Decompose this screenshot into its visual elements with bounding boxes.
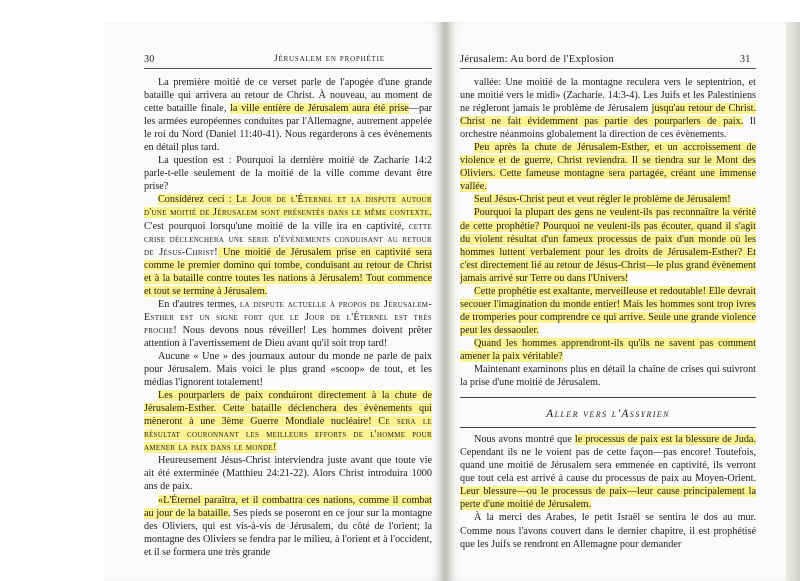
text-run: Nous avons montré que <box>474 434 575 446</box>
highlighted-text: Pourquoi la plupart des gens ne veulent-ils pas reconnaître la vérité de cette prophétie? Pourquoi ne veulent-ils pas écouter, quand il s'agit du violent résultat d'un fameux processus de paix d'un monde où les hommes luttent verbalement pour les droits de Jérusalem-Esther? Et c'est directement lié au retour de Jésus-Christ—le plus grand évènement jamais arrivé sur Terre ou dans l'Univers! <box>460 207 756 284</box>
paragraph <box>460 206 756 284</box>
paragraph <box>460 76 756 141</box>
highlighted-text: Peu après la chute de Jérusalem-Esther, et un accroissement de violence et de guerre, Christ reviendra. Il se tiendra sur le Mont des Oliviers. Cette fameuse montagne sera partagée, créant une immense vallée. <box>460 142 756 193</box>
running-title: Jérusalem: Au bord de l'Explosion <box>460 54 615 65</box>
paragraph <box>144 494 432 559</box>
page-number: 30 <box>144 54 155 65</box>
highlighted-text: Une moitié de Jérusalem prise en captivité sera comme le premier domino qui tombe, conduisant au retour de Christ et à la bataille contre toutes les nations à Jérusalem! Tout commence et tout se termine à Jérusalem. <box>144 246 432 297</box>
text-run: La première moitié de ce verset parle de l'apogée d'une grande bataille qui arrivera au retour de Christ. À nouveau, au moment de cette bataille finale, <box>144 77 432 115</box>
paragraph <box>144 389 432 454</box>
header-rule <box>144 68 432 69</box>
highlighted-text: Seul Jésus-Christ peut et veut régler le problème de Jérusalem! <box>474 194 731 206</box>
text-run: Cependant ils ne le voient pas de cette façon—pas encore! Toutefois, quand une moitié de Jérusalem sera emmenée en captivité, ils verront que tout cela est arrivé à cause du processus de paix au Moyen-Orient. <box>460 447 756 485</box>
highlighted-text: Le Jour de l'Éternel et la dispute autour d'une moitié de Jérusalem sont présentés dans le même contexte. <box>144 194 432 219</box>
highlighted-text: le processus de paix est la blessure de Juda. <box>574 434 756 446</box>
paragraph <box>144 350 432 389</box>
text-run: vallée: Une moitié de la montagne reculera vers le septentrion, et une moitié vers le midi» (Zacharie. 14:3-4). Les Juifs et les Palestiniens ne régleront jamais le problème de Jérusalem <box>460 77 756 115</box>
text-run: La question est : Pourquoi la dernière moitié de Zacharie 14:2 parle-t-elle seulement de la moitié de la ville comme devant être prise? <box>144 155 432 193</box>
highlighted-text: la ville entière de Jérusalem aura été prise <box>230 103 409 115</box>
right-page <box>450 22 786 581</box>
right-body-text <box>460 76 756 551</box>
paragraph <box>460 433 756 511</box>
highlighted-text: «L'Éternel paraîtra, et il combattra ces nations, comme il combat au jour de la bataille. <box>144 494 432 519</box>
text-run: Ses pieds se poseront en ce jour sur la montagne des Oliviers, qui est vis-à-vis de Jérusalem, du côté de l'orient; la montagne des Oliviers se fendra par le milieu, à l'orient et à l'occident, et il se formera une très grande <box>144 507 432 558</box>
paragraph <box>144 454 432 493</box>
text-run: Aucune « Une » des journaux autour du monde ne parle de paix pour Jérusalem. Mais voici le plus grand «scoop» de tout, et les médias l'ignorent totalement! <box>144 350 432 389</box>
text-run: C'est pourquoi lorsqu'une moitié de la ville ira en captivité, <box>144 220 409 232</box>
text-run: cette crise déclenchera une serie d'évènements conduisant au retour de Jésus-Christ! <box>144 220 432 258</box>
page-number: 31 <box>740 54 751 65</box>
section-heading: Aller vers l'Assyrien <box>546 408 670 421</box>
highlighted-text: jusqu'au retour de Christ. Christ ne fait évidemment pas partie des pourparlers de paix. <box>460 103 756 128</box>
paragraph <box>460 337 756 363</box>
highlighted-text: Cette prophétie est exaltante, merveilleuse et redoutable! Elle devrait secouer l'imagination du monde entier! Mais les hommes sont trop ivres de tromperies pour comprendre ce qui arrive. Seule une grande violence peut les dessaouler. <box>460 285 756 336</box>
highlighted-text: Leur blessure—ou le processus de paix—leur cause principalement la perte d'une moitié de Jérusalem. <box>460 486 756 511</box>
left-body-text <box>144 76 432 559</box>
left-page <box>104 22 440 581</box>
text-run: Il orchestre néanmoins globalement la direction de ces évènements. <box>460 116 756 141</box>
paragraph <box>460 193 756 206</box>
paragraph <box>460 285 756 337</box>
text-run: À la merci des Arabes, le petit Israël se sentira le dos au mur. Comme nous l'avons couvert dans le dernier chapitre, il est prophétisé que les Juifs se rendront en Allemagne pour demander <box>460 512 756 550</box>
page-edge <box>786 22 800 581</box>
paragraph <box>144 298 432 350</box>
text-run: En d'autres termes, <box>158 298 240 310</box>
running-title: Jérusalem en prophétie <box>274 54 385 64</box>
paragraph <box>144 76 432 154</box>
section-rule <box>460 427 756 428</box>
header-rule <box>460 68 756 69</box>
text-run: Heureusement Jésus-Christ interviendra juste avant que toute vie ait été exterminée (Matthieu 24:21-22). Alors Christ introduira 1000 ans de paix. <box>144 455 432 493</box>
highlighted-text: Quand les hommes apprendront-ils qu'ils ne savent pas comment amener la paix véritable? <box>460 337 756 362</box>
highlighted-text: Ce sera le résultat couronnant les meilleurs efforts de l'homme pour amener la paix dans le monde! <box>144 416 432 454</box>
paragraph <box>460 363 756 389</box>
paragraph <box>144 193 432 297</box>
text-run: Nous devons nous réveiller! Les hommes doivent prêter attention à l'avertissement de Dieu avant qu'il soit trop tard! <box>144 324 432 349</box>
highlighted-text: Considérez ceci : <box>158 194 237 206</box>
paragraph <box>460 511 756 550</box>
text-run: —par les armées européennes conduites par l'Allemagne, autrement appelée le roi du Nord (Daniel 11:40-41). Nous regarderons à ces évènements en détail plus tard. <box>144 103 432 154</box>
book-gutter <box>440 22 450 581</box>
paragraph <box>460 141 756 193</box>
text-run: la dispute actuelle à propos de Jérusalem-Esther est un signe fort que le Jour de l'Éternel est très proche! <box>144 298 432 336</box>
highlighted-text: Les pourparlers de paix conduiront directement à la chute de Jérusalem-Esther. Cette bataille déclenchera des évènements qui mèneront à une 3ème Guerre Mondiale nucléaire! <box>144 390 432 428</box>
section-rule <box>460 397 756 398</box>
text-run: Maintenant examinons plus en détail la chaîne de crises qui suivront la prise d'une moitié de Jérusalem. <box>460 364 756 389</box>
paragraph <box>144 154 432 193</box>
